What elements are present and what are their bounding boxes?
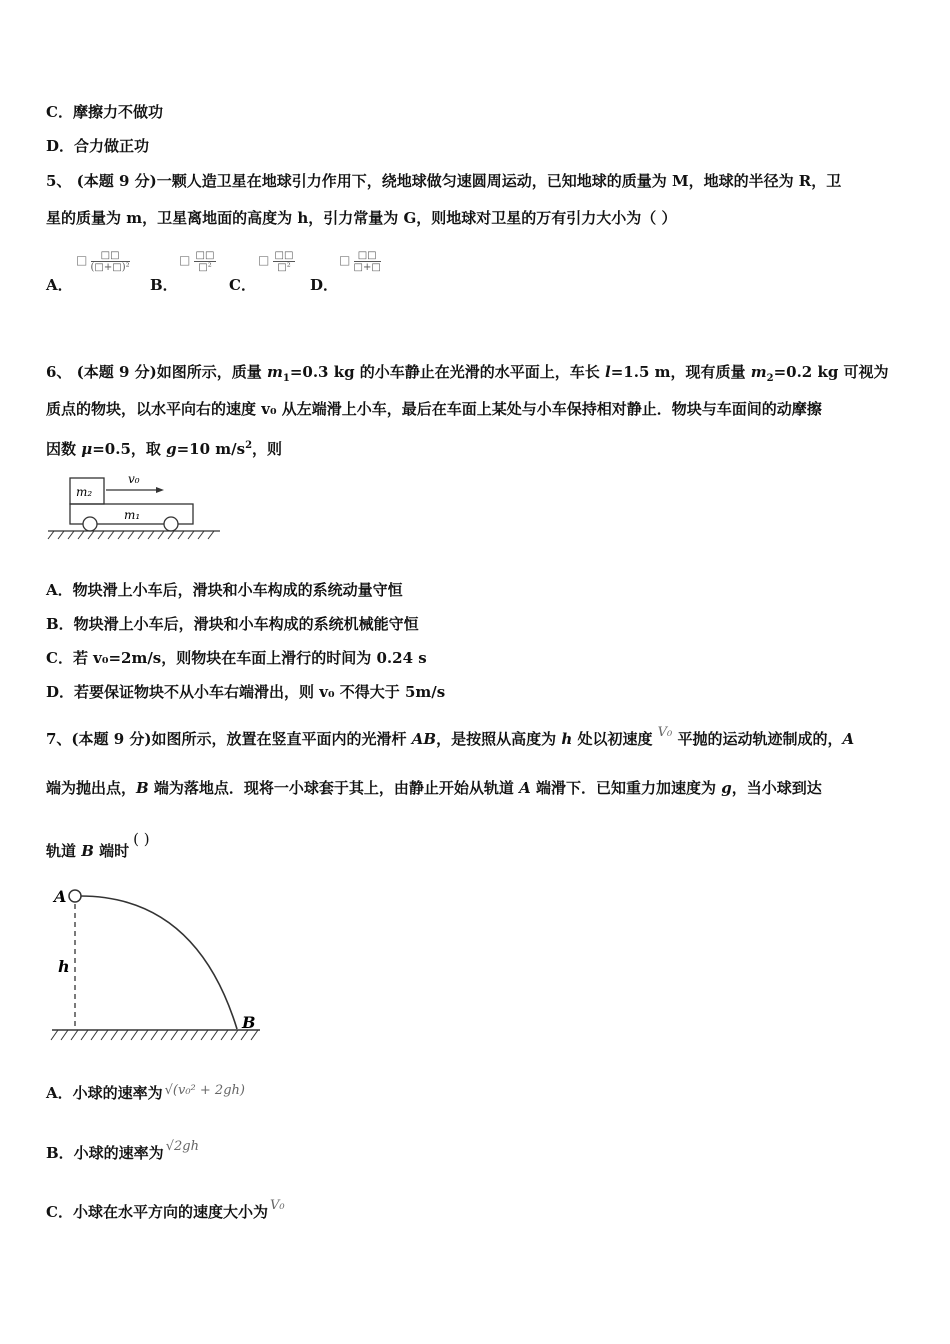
placeholder-box-icon: □ <box>76 253 88 267</box>
q5-a-numerator: □□ <box>91 250 130 262</box>
m1-label: m₁ <box>124 508 141 522</box>
q5-stem-line1: 5、 (本题 9 分)一颗人造卫星在地球引力作用下，绕地球做匀速圆周运动，已知地球的质量为 M，地球的半径为 R，卫 <box>46 172 842 190</box>
q5-option-d-label: D． <box>310 276 339 294</box>
q6-stem-line3: 因数 μ=0.5，取 g=10 $m/s^2$，则 <box>46 440 283 458</box>
q7-c-formula: V₀ <box>269 1198 285 1213</box>
v0-symbol: V₀ <box>657 725 673 740</box>
q5-c-numerator: □□ <box>274 250 294 261</box>
q6-option-c: C．若 v₀=2m/s，则物块在车面上滑行的时间为 0.24 s <box>46 649 427 667</box>
q5-d-denominator: □+□ <box>353 262 381 273</box>
q7-stem-line3: 轨道 B 端时( ) <box>46 830 150 860</box>
q5-d-numerator: □□ <box>354 250 381 262</box>
q7-a-formula: √(v₀² + 2gh) <box>164 1083 245 1098</box>
q5-c-denominator: □² <box>277 262 291 273</box>
q6-cart-diagram <box>44 468 224 542</box>
q7-option-a: A．小球的速率为 √(v₀² + 2gh) <box>46 1083 245 1102</box>
q6-option-b: B．物块滑上小车后，滑块和小车构成的系统机械能守恒 <box>46 615 419 633</box>
q5-stem-line2: 星的质量为 m，卫星离地面的高度为 h，引力常量为 G，则地球对卫星的万有引力大小为（ ） <box>46 209 677 227</box>
m2-label: m₂ <box>76 485 93 499</box>
q5-b-denominator: □² <box>198 262 212 273</box>
q4-option-d: D．合力做正功 <box>46 137 150 155</box>
point-a-label: A <box>54 887 67 906</box>
q7-stem-line1: 7、(本题 9 分)如图所示，放置在竖直平面内的光滑杆 AB，是按照从高度为 h 处以初速度 V₀ 平抛的运动轨迹制成的，A <box>46 725 855 748</box>
q7-trajectory-diagram <box>46 880 266 1050</box>
q5-option-b-formula <box>179 250 216 273</box>
height-h-label: h <box>58 957 70 976</box>
q5-b-numerator: □□ <box>195 250 215 261</box>
q5-option-a-formula <box>76 250 130 273</box>
q6-stem-line2: 质点的物块，以水平向右的速度 v₀ 从左端滑上小车，最后在车面上某处与小车保持相对静止．物块与车面间的动摩擦 <box>46 400 822 418</box>
q5-option-a-label: A． <box>46 276 73 294</box>
q5-option-d-formula <box>339 250 381 273</box>
q6-option-a: A．物块滑上小车后，滑块和小车构成的系统动量守恒 <box>46 581 403 599</box>
placeholder-box-icon: □ <box>179 253 191 267</box>
v0-label: v₀ <box>128 472 140 486</box>
q5-option-b-label: B． <box>150 276 178 294</box>
q5-a-denominator: (□+□)² <box>90 262 130 273</box>
q6-stem-line1: 6、 (本题 9 分)如图所示，质量 $m_1=0.3$ kg 的小车静止在光滑的水平面上，车长 l=1.5 m，现有质量 $m_2=0.2$ kg 可视为 <box>46 363 889 384</box>
q7-b-formula: √2gh <box>165 1139 199 1154</box>
q7-option-b: B．小球的速率为 √2gh <box>46 1139 199 1162</box>
answer-paren: ( ) <box>133 830 150 848</box>
q7-stem-line2: 端为抛出点，B 端为落地点．现将一小球套于其上，由静止开始从轨道 A 端滑下．已知重力加速度为 g，当小球到达 <box>46 779 822 797</box>
q5-option-c-formula <box>258 250 295 273</box>
point-b-label: B <box>242 1013 256 1032</box>
q7-option-c: C．小球在水平方向的速度大小为 V₀ <box>46 1198 285 1221</box>
q5-option-c-label: C． <box>229 276 256 294</box>
placeholder-box-icon: □ <box>258 253 270 267</box>
q6-option-d: D．若要保证物块不从小车右端滑出，则 v₀ 不得大于 5m/s <box>46 683 446 701</box>
q4-option-c: C．摩擦力不做功 <box>46 103 163 121</box>
placeholder-box-icon: □ <box>339 253 351 267</box>
